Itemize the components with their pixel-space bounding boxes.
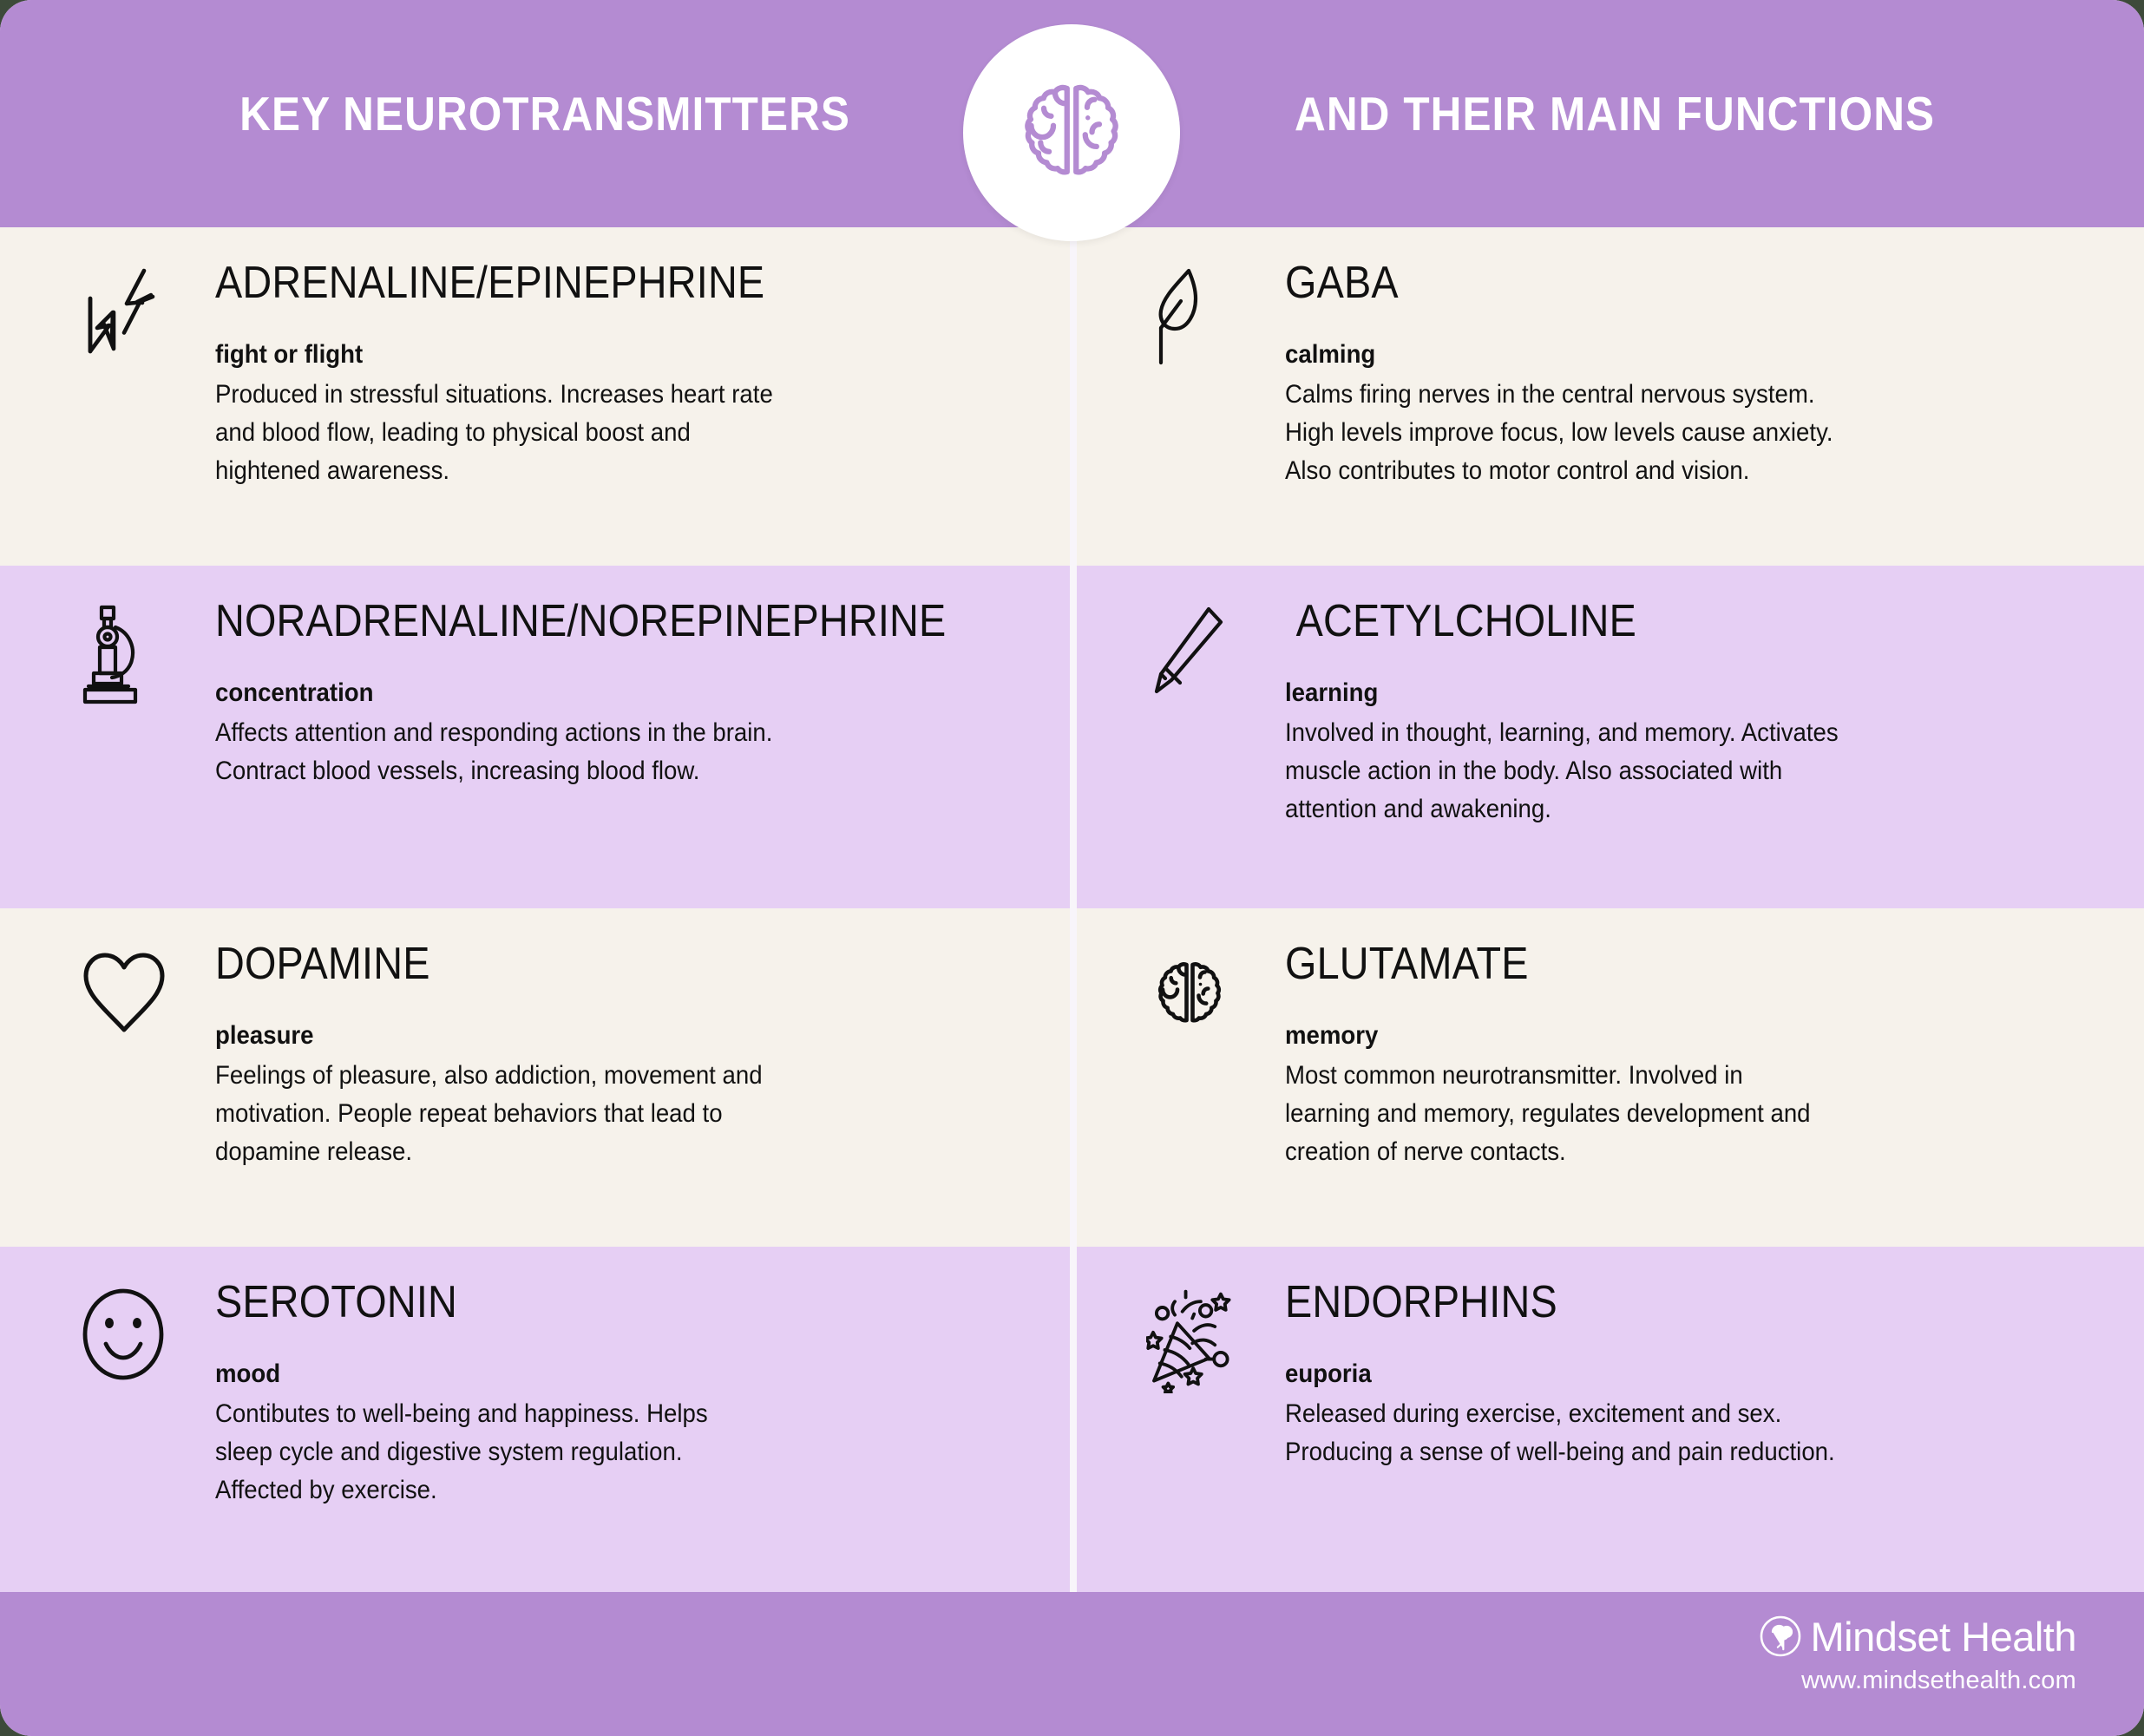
header-title-left: KEY NEUROTRANSMITTERS: [239, 87, 850, 141]
card-text: [1285, 596, 2137, 908]
desc-line: motivation. People repeat behaviors that lead to: [215, 1098, 723, 1128]
nt-name: ENDORPHINS: [1285, 1277, 1557, 1327]
card-text: [215, 260, 1070, 566]
lightning-bolt-icon: [76, 260, 215, 566]
card-endorphins: [1070, 1247, 2137, 1592]
card-glutamate: [1070, 908, 2137, 1247]
desc-line: Contibutes to well-being and happiness. Helps: [215, 1399, 708, 1428]
nt-desc: [1285, 1057, 2069, 1172]
desc-line: sleep cycle and digestive system regulation.: [215, 1437, 683, 1466]
brain-icon: [1006, 68, 1137, 198]
desc-line: Also contributes to motor control and vision.: [1285, 456, 1750, 486]
card-adrenaline: [0, 227, 1070, 566]
desc-line: Produced in stressful situations. Increases heart rate: [215, 379, 773, 409]
desc-line: attention and awakening.: [1285, 795, 1551, 824]
desc-line: hightened awareness.: [215, 456, 450, 486]
header-title-right: AND THEIR MAIN FUNCTIONS: [1294, 87, 1935, 141]
nt-tag: learning: [1285, 678, 1379, 707]
nt-name: GABA: [1285, 258, 1399, 308]
nt-desc: [215, 376, 1001, 491]
column-divider: [1070, 227, 1077, 1592]
smiley-face-icon: [76, 1280, 215, 1592]
microscope-icon: [76, 599, 215, 908]
desc-line: dopamine release.: [215, 1137, 413, 1167]
footer-banner: [0, 1592, 2144, 1736]
card-noradrenaline: [0, 566, 1070, 908]
card-dopamine: [0, 908, 1070, 1247]
nt-name: ADRENALINE/EPINEPHRINE: [215, 258, 765, 308]
brand-name: Mindset Health: [1810, 1613, 2076, 1660]
brand-block: [1759, 1615, 2077, 1695]
desc-line: High levels improve focus, low levels cause anxiety.: [1285, 417, 1833, 447]
nt-tag: mood: [215, 1359, 281, 1388]
heart-icon: [76, 941, 215, 1247]
nt-name: NORADRENALINE/NOREPINEPHRINE: [215, 596, 947, 646]
nt-desc: [1285, 376, 2069, 491]
card-text: [215, 941, 1070, 1247]
leaf-icon: [1146, 260, 1285, 566]
nt-tag: concentration: [215, 678, 374, 707]
nt-desc: [215, 1057, 1001, 1172]
nt-tag: memory: [1285, 1021, 1379, 1050]
mindset-brain-logo-icon: [1759, 1615, 1802, 1658]
desc-line: muscle action in the body. Also associated with: [1285, 756, 1783, 785]
brain-badge: [963, 24, 1180, 241]
nt-desc: [215, 1395, 1001, 1510]
desc-line: Affects attention and responding actions in the brain.: [215, 717, 773, 747]
card-text: [1285, 941, 2137, 1247]
card-text: [215, 596, 1070, 908]
desc-line: Contract blood vessels, increasing blood flow.: [215, 756, 700, 785]
party-popper-icon: [1146, 1280, 1285, 1592]
desc-line: creation of nerve contacts.: [1285, 1137, 1566, 1167]
nt-desc: [1285, 1395, 2069, 1472]
card-acetylcholine: [1070, 566, 2137, 908]
nt-name: DOPAMINE: [215, 939, 430, 989]
desc-line: Involved in thought, learning, and memory. Activates: [1285, 717, 1839, 747]
brand-row: [1759, 1615, 2077, 1658]
nt-name: ACETYLCHOLINE: [1295, 596, 1637, 646]
nt-tag: fight or flight: [215, 340, 364, 369]
nt-name: SEROTONIN: [215, 1277, 457, 1327]
desc-line: Released during exercise, excitement and sex.: [1285, 1399, 1782, 1428]
card-serotonin: [0, 1247, 1070, 1592]
nt-name: GLUTAMATE: [1285, 939, 1529, 989]
desc-line: Feelings of pleasure, also addiction, movement and: [215, 1060, 763, 1090]
nt-tag: euporia: [1285, 1359, 1372, 1388]
pencil-icon: [1146, 599, 1285, 908]
nt-desc: [215, 714, 1001, 791]
card-gaba: [1070, 227, 2137, 566]
desc-line: and blood flow, leading to physical boost and: [215, 417, 691, 447]
nt-desc: [1285, 714, 2069, 829]
brain-icon: [1146, 941, 1285, 1247]
card-text: [215, 1277, 1070, 1592]
desc-line: Most common neurotransmitter. Involved in: [1285, 1060, 1743, 1090]
brand-url[interactable]: www.mindsethealth.com: [1801, 1667, 2076, 1694]
nt-tag: calming: [1285, 340, 1376, 369]
card-text: [1285, 260, 2137, 566]
cards-grid: [0, 227, 2144, 1592]
nt-tag: pleasure: [215, 1021, 314, 1050]
desc-line: Producing a sense of well-being and pain reduction.: [1285, 1437, 1835, 1466]
desc-line: learning and memory, regulates development and: [1285, 1098, 1811, 1128]
desc-line: Affected by exercise.: [215, 1476, 437, 1505]
desc-line: Calms firing nerves in the central nervous system.: [1285, 379, 1815, 409]
card-text: [1285, 1277, 2137, 1592]
